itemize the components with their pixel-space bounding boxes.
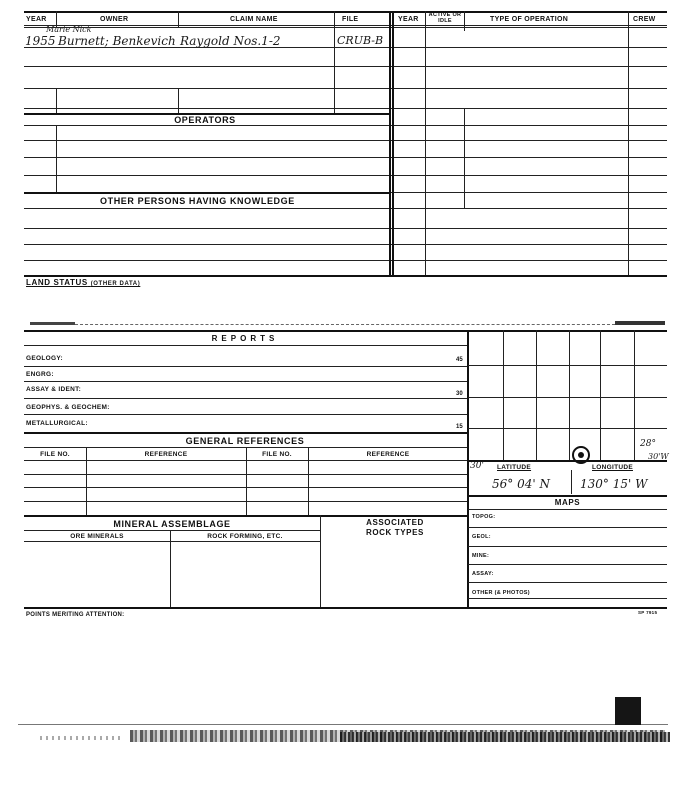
header-claim-name: CLAIM NAME	[230, 16, 278, 23]
strip-mark-right	[615, 321, 665, 325]
report-geology-num: 45	[456, 357, 463, 363]
other-persons-heading: OTHER PERSONS HAVING KNOWLEDGE	[100, 196, 295, 206]
reports-heading: REPORTS	[211, 334, 279, 343]
longitude-label: LONGITUDE	[592, 464, 633, 471]
rock-forming-label: ROCK FORMING, ETC.	[207, 533, 283, 540]
report-engrg: ENGRG:	[26, 371, 54, 378]
report-geophys: GEOPHYS. & GEOCHEM:	[26, 404, 110, 411]
header-active-or-idle: ACTIVE OR IDLE	[428, 12, 462, 24]
report-geology: GEOLOGY:	[26, 355, 63, 362]
header-type-of-operation: TYPE OF OPERATION	[490, 16, 569, 23]
owner-first-names: Marie Nick	[46, 25, 92, 34]
header-year: YEAR	[26, 16, 47, 23]
ref-col-reference-2: REFERENCE	[366, 451, 410, 458]
entry-year: 1955	[25, 34, 56, 48]
latitude-value: 56° 04' N	[492, 477, 550, 491]
land-status-heading: LAND STATUS (OTHER DATA)	[26, 278, 141, 287]
report-metallurgical: METALLURGICAL:	[26, 420, 88, 427]
long-minute-mark: 30'W	[648, 452, 669, 461]
report-metallurgical-num: 15	[456, 424, 463, 430]
points-meriting-attention: POINTS MERITING ATTENTION:	[26, 612, 125, 618]
latitude-label: LATITUDE	[497, 464, 532, 471]
location-circle-icon	[572, 446, 590, 464]
operators-heading: OPERATORS	[174, 115, 236, 125]
ore-minerals-label: ORE MINERALS	[70, 533, 124, 540]
entry-file: CRUB-B	[337, 34, 384, 47]
lat-degree-mark: 30'	[470, 461, 484, 471]
header-crew: CREW	[633, 16, 656, 23]
map-other: OTHER (& PHOTOS)	[472, 590, 530, 596]
associated-heading: ASSOCIATED	[366, 518, 424, 527]
ref-col-file-no: FILE NO.	[40, 451, 70, 458]
header-owner: OWNER	[100, 16, 129, 23]
ref-col-file-no-2: FILE NO.	[262, 451, 292, 458]
general-references-heading: GENERAL REFERENCES	[185, 436, 305, 446]
strip-mark-left	[30, 322, 75, 325]
map-topog: TOPOG:	[472, 514, 496, 520]
mineral-assemblage-heading: MINERAL ASSEMBLAGE	[113, 519, 231, 529]
longitude-value: 130° 15' W	[580, 477, 648, 491]
entry-owner: Burnett; Benkevich	[58, 34, 176, 48]
report-assay-num: 30	[456, 391, 463, 397]
map-mine: MINE:	[472, 553, 490, 559]
report-assay: ASSAY & IDENT:	[26, 386, 82, 393]
entry-claim-name: Raygold Nos.1-2	[180, 34, 281, 48]
header-file: FILE	[342, 16, 359, 23]
ref-col-reference: REFERENCE	[144, 451, 188, 458]
form-number: SP 7915	[638, 610, 658, 615]
maps-heading: MAPS	[554, 498, 581, 507]
map-geol: GEOL:	[472, 534, 491, 540]
map-assay: ASSAY:	[472, 571, 494, 577]
header-year-2: YEAR	[398, 16, 419, 23]
rock-types-heading: ROCK TYPES	[365, 528, 424, 537]
long-degree-mark: 28°	[640, 439, 656, 449]
